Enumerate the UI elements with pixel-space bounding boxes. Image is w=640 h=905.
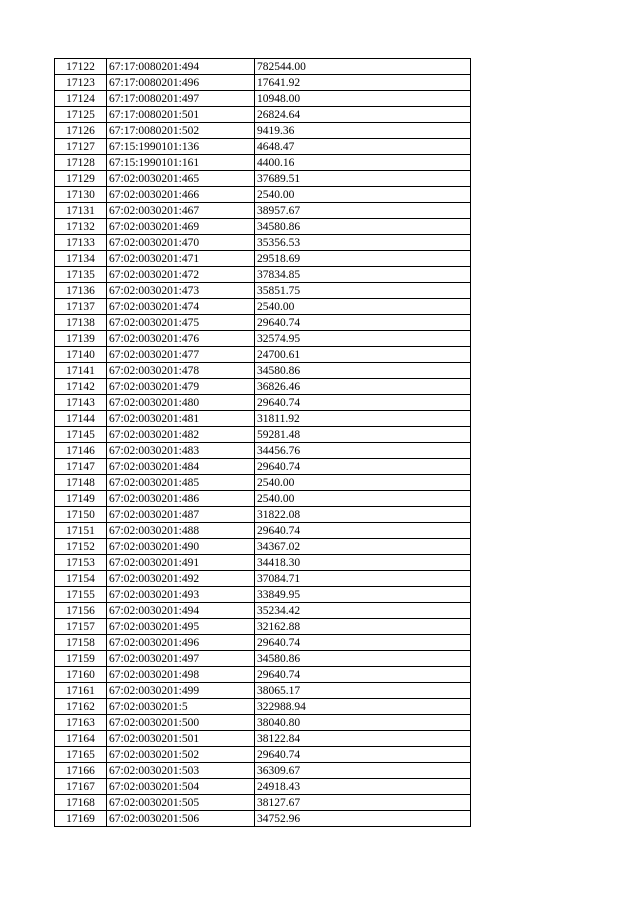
value-cell: 29640.74	[255, 635, 471, 651]
row-number-cell: 17150	[55, 507, 107, 523]
value-cell: 29518.69	[255, 251, 471, 267]
table-row	[55, 811, 471, 827]
row-number-cell: 17133	[55, 235, 107, 251]
value-cell: 29640.74	[255, 747, 471, 763]
table-row	[55, 571, 471, 587]
cadastral-number-cell: 67:02:0030201:471	[107, 251, 255, 267]
row-number-cell: 17148	[55, 475, 107, 491]
table-row	[55, 267, 471, 283]
value-cell: 38127.67	[255, 795, 471, 811]
table-row	[55, 155, 471, 171]
table-row	[55, 763, 471, 779]
row-number-cell: 17141	[55, 363, 107, 379]
table-row	[55, 203, 471, 219]
table-row	[55, 683, 471, 699]
row-number-cell: 17142	[55, 379, 107, 395]
value-cell: 37834.85	[255, 267, 471, 283]
row-number-cell: 17138	[55, 315, 107, 331]
row-number-cell: 17136	[55, 283, 107, 299]
cadastral-number-cell: 67:17:0080201:494	[107, 59, 255, 75]
table-row	[55, 139, 471, 155]
cadastral-number-cell: 67:02:0030201:491	[107, 555, 255, 571]
cadastral-number-cell: 67:02:0030201:486	[107, 491, 255, 507]
value-cell: 34752.96	[255, 811, 471, 827]
value-cell: 24700.61	[255, 347, 471, 363]
row-number-cell: 17169	[55, 811, 107, 827]
row-number-cell: 17123	[55, 75, 107, 91]
table-row	[55, 379, 471, 395]
row-number-cell: 17166	[55, 763, 107, 779]
table-row	[55, 251, 471, 267]
row-number-cell: 17157	[55, 619, 107, 635]
value-cell: 34580.86	[255, 651, 471, 667]
row-number-cell: 17137	[55, 299, 107, 315]
cadastral-number-cell: 67:02:0030201:466	[107, 187, 255, 203]
value-cell: 9419.36	[255, 123, 471, 139]
cadastral-number-cell: 67:02:0030201:465	[107, 171, 255, 187]
value-cell: 37084.71	[255, 571, 471, 587]
value-cell: 24918.43	[255, 779, 471, 795]
row-number-cell: 17134	[55, 251, 107, 267]
table-row	[55, 459, 471, 475]
row-number-cell: 17152	[55, 539, 107, 555]
row-number-cell: 17151	[55, 523, 107, 539]
cadastral-number-cell: 67:17:0080201:501	[107, 107, 255, 123]
table-row	[55, 107, 471, 123]
cadastral-number-cell: 67:02:0030201:498	[107, 667, 255, 683]
cadastral-number-cell: 67:02:0030201:493	[107, 587, 255, 603]
value-cell: 2540.00	[255, 475, 471, 491]
table-row	[55, 363, 471, 379]
value-cell: 38122.84	[255, 731, 471, 747]
cadastral-number-cell: 67:02:0030201:470	[107, 235, 255, 251]
table-row	[55, 619, 471, 635]
row-number-cell: 17149	[55, 491, 107, 507]
table-row	[55, 59, 471, 75]
cadastral-number-cell: 67:02:0030201:488	[107, 523, 255, 539]
row-number-cell: 17162	[55, 699, 107, 715]
row-number-cell: 17129	[55, 171, 107, 187]
cadastral-number-cell: 67:02:0030201:5	[107, 699, 255, 715]
value-cell: 34580.86	[255, 219, 471, 235]
row-number-cell: 17156	[55, 603, 107, 619]
cadastral-number-cell: 67:02:0030201:501	[107, 731, 255, 747]
cadastral-number-cell: 67:02:0030201:469	[107, 219, 255, 235]
value-cell: 2540.00	[255, 491, 471, 507]
table-row	[55, 699, 471, 715]
table-row	[55, 651, 471, 667]
row-number-cell: 17143	[55, 395, 107, 411]
row-number-cell: 17124	[55, 91, 107, 107]
data-table	[54, 58, 471, 827]
value-cell: 36826.46	[255, 379, 471, 395]
table-row	[55, 91, 471, 107]
value-cell: 29640.74	[255, 667, 471, 683]
table-row	[55, 427, 471, 443]
cadastral-number-cell: 67:02:0030201:483	[107, 443, 255, 459]
table-row	[55, 603, 471, 619]
table-body	[55, 59, 471, 827]
row-number-cell: 17160	[55, 667, 107, 683]
table-row	[55, 779, 471, 795]
row-number-cell: 17161	[55, 683, 107, 699]
cadastral-number-cell: 67:02:0030201:479	[107, 379, 255, 395]
value-cell: 2540.00	[255, 187, 471, 203]
cadastral-number-cell: 67:02:0030201:485	[107, 475, 255, 491]
table-row	[55, 731, 471, 747]
cadastral-number-cell: 67:02:0030201:475	[107, 315, 255, 331]
value-cell: 29640.74	[255, 459, 471, 475]
cadastral-number-cell: 67:02:0030201:476	[107, 331, 255, 347]
row-number-cell: 17127	[55, 139, 107, 155]
row-number-cell: 17165	[55, 747, 107, 763]
table-row	[55, 235, 471, 251]
table-row	[55, 187, 471, 203]
row-number-cell: 17145	[55, 427, 107, 443]
table-row	[55, 507, 471, 523]
value-cell: 29640.74	[255, 315, 471, 331]
table-row	[55, 523, 471, 539]
value-cell: 38957.67	[255, 203, 471, 219]
cadastral-number-cell: 67:02:0030201:487	[107, 507, 255, 523]
table-row	[55, 635, 471, 651]
table-row	[55, 75, 471, 91]
cadastral-number-cell: 67:02:0030201:494	[107, 603, 255, 619]
cadastral-number-cell: 67:02:0030201:467	[107, 203, 255, 219]
cadastral-number-cell: 67:02:0030201:496	[107, 635, 255, 651]
cadastral-number-cell: 67:02:0030201:472	[107, 267, 255, 283]
row-number-cell: 17135	[55, 267, 107, 283]
value-cell: 34580.86	[255, 363, 471, 379]
value-cell: 35356.53	[255, 235, 471, 251]
table-row	[55, 299, 471, 315]
cadastral-number-cell: 67:02:0030201:497	[107, 651, 255, 667]
value-cell: 31811.92	[255, 411, 471, 427]
cadastral-number-cell: 67:02:0030201:503	[107, 763, 255, 779]
value-cell: 17641.92	[255, 75, 471, 91]
cadastral-number-cell: 67:02:0030201:473	[107, 283, 255, 299]
table-row	[55, 315, 471, 331]
row-number-cell: 17131	[55, 203, 107, 219]
cadastral-number-cell: 67:02:0030201:502	[107, 747, 255, 763]
value-cell: 26824.64	[255, 107, 471, 123]
table-row	[55, 219, 471, 235]
value-cell: 59281.48	[255, 427, 471, 443]
table-row	[55, 539, 471, 555]
cadastral-number-cell: 67:02:0030201:482	[107, 427, 255, 443]
cadastral-number-cell: 67:02:0030201:484	[107, 459, 255, 475]
value-cell: 33849.95	[255, 587, 471, 603]
cadastral-number-cell: 67:02:0030201:490	[107, 539, 255, 555]
row-number-cell: 17154	[55, 571, 107, 587]
cadastral-number-cell: 67:15:1990101:136	[107, 139, 255, 155]
value-cell: 32162.88	[255, 619, 471, 635]
row-number-cell: 17128	[55, 155, 107, 171]
table-row	[55, 123, 471, 139]
row-number-cell: 17158	[55, 635, 107, 651]
table-row	[55, 331, 471, 347]
value-cell: 37689.51	[255, 171, 471, 187]
value-cell: 2540.00	[255, 299, 471, 315]
row-number-cell: 17132	[55, 219, 107, 235]
value-cell: 34456.76	[255, 443, 471, 459]
cadastral-number-cell: 67:02:0030201:499	[107, 683, 255, 699]
cadastral-number-cell: 67:02:0030201:474	[107, 299, 255, 315]
row-number-cell: 17159	[55, 651, 107, 667]
value-cell: 31822.08	[255, 507, 471, 523]
table-row	[55, 667, 471, 683]
cadastral-number-cell: 67:02:0030201:500	[107, 715, 255, 731]
cadastral-number-cell: 67:02:0030201:492	[107, 571, 255, 587]
value-cell: 10948.00	[255, 91, 471, 107]
row-number-cell: 17140	[55, 347, 107, 363]
cadastral-number-cell: 67:02:0030201:506	[107, 811, 255, 827]
table-row	[55, 555, 471, 571]
cadastral-number-cell: 67:02:0030201:477	[107, 347, 255, 363]
value-cell: 36309.67	[255, 763, 471, 779]
table-row	[55, 587, 471, 603]
cadastral-number-cell: 67:15:1990101:161	[107, 155, 255, 171]
value-cell: 34367.02	[255, 539, 471, 555]
cadastral-number-cell: 67:02:0030201:495	[107, 619, 255, 635]
row-number-cell: 17147	[55, 459, 107, 475]
row-number-cell: 17122	[55, 59, 107, 75]
value-cell: 782544.00	[255, 59, 471, 75]
row-number-cell: 17144	[55, 411, 107, 427]
value-cell: 38065.17	[255, 683, 471, 699]
table-row	[55, 715, 471, 731]
value-cell: 35851.75	[255, 283, 471, 299]
cadastral-number-cell: 67:02:0030201:504	[107, 779, 255, 795]
cadastral-number-cell: 67:02:0030201:480	[107, 395, 255, 411]
value-cell: 34418.30	[255, 555, 471, 571]
cadastral-number-cell: 67:17:0080201:496	[107, 75, 255, 91]
table-row	[55, 283, 471, 299]
row-number-cell: 17168	[55, 795, 107, 811]
row-number-cell: 17164	[55, 731, 107, 747]
table-row	[55, 411, 471, 427]
table-row	[55, 475, 471, 491]
row-number-cell: 17130	[55, 187, 107, 203]
table-row	[55, 347, 471, 363]
row-number-cell: 17146	[55, 443, 107, 459]
value-cell: 29640.74	[255, 395, 471, 411]
table-row	[55, 395, 471, 411]
value-cell: 38040.80	[255, 715, 471, 731]
table-row	[55, 171, 471, 187]
table-row	[55, 795, 471, 811]
cadastral-number-cell: 67:02:0030201:478	[107, 363, 255, 379]
row-number-cell: 17155	[55, 587, 107, 603]
cadastral-number-cell: 67:17:0080201:502	[107, 123, 255, 139]
value-cell: 29640.74	[255, 523, 471, 539]
row-number-cell: 17125	[55, 107, 107, 123]
cadastral-number-cell: 67:02:0030201:481	[107, 411, 255, 427]
row-number-cell: 17139	[55, 331, 107, 347]
table-row	[55, 747, 471, 763]
row-number-cell: 17167	[55, 779, 107, 795]
value-cell: 4400.16	[255, 155, 471, 171]
row-number-cell: 17153	[55, 555, 107, 571]
table-row	[55, 491, 471, 507]
row-number-cell: 17163	[55, 715, 107, 731]
value-cell: 32574.95	[255, 331, 471, 347]
value-cell: 4648.47	[255, 139, 471, 155]
cadastral-number-cell: 67:02:0030201:505	[107, 795, 255, 811]
value-cell: 35234.42	[255, 603, 471, 619]
row-number-cell: 17126	[55, 123, 107, 139]
cadastral-number-cell: 67:17:0080201:497	[107, 91, 255, 107]
table-row	[55, 443, 471, 459]
value-cell: 322988.94	[255, 699, 471, 715]
